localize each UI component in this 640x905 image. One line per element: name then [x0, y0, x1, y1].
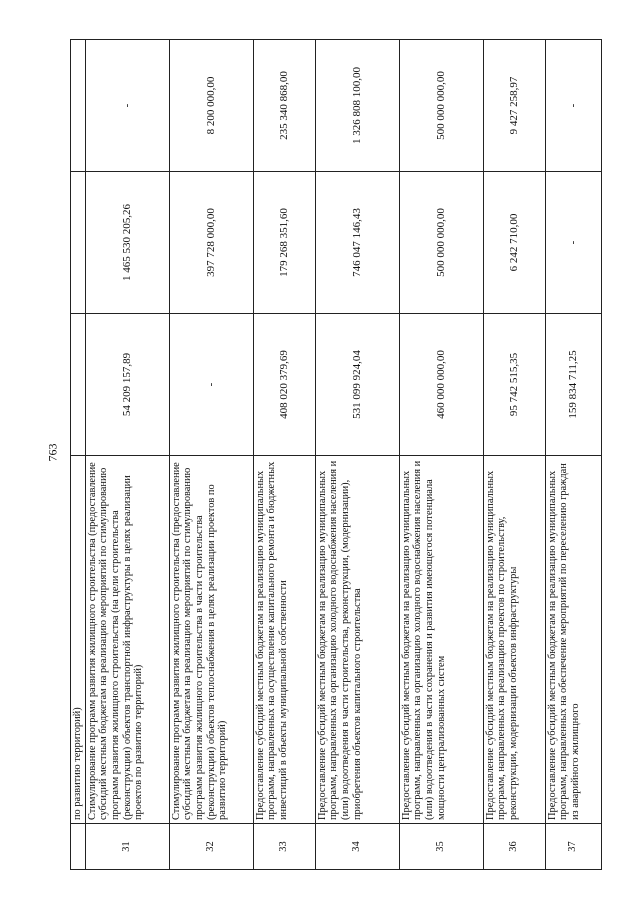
row-value-3: 8 200 000,00 — [169, 40, 253, 172]
table-row — [483, 40, 545, 870]
row-description: Предоставление субсидий местным бюджетам на реализацию муниципальных программ, направленных на организацию холодного водоснабжения населения и (или) водоотведения в части сохранения и развития имеющегося потенциала мощности централизованных систем — [399, 456, 483, 824]
row-value-1: 159 834 711,25 — [545, 314, 601, 456]
row-value-3: 9 427 258,97 — [483, 40, 545, 172]
row-value-1: 54 209 157,89 — [85, 314, 169, 456]
row-value-3: - — [85, 40, 169, 172]
row-number — [71, 824, 86, 870]
row-description: по развитию территорий) — [71, 456, 86, 824]
row-number: 34 — [315, 824, 399, 870]
row-value-3: - — [545, 40, 601, 172]
row-value-2: 746 047 146,43 — [315, 172, 399, 314]
row-value-3: 500 000 000,00 — [399, 40, 483, 172]
table-row — [71, 40, 86, 870]
row-description: Стимулирование программ развития жилищного строительства (предоставление субсидий местным бюджетам на реализацию мероприятий по стимулированию программ развития жилищного строительства в части строительства (реконструкции) объектов теплоснабжения в целях реализации проектов по развитию территорий) — [169, 456, 253, 824]
row-value-3: 235 340 868,00 — [253, 40, 315, 172]
row-number: 37 — [545, 824, 601, 870]
table-row — [85, 40, 169, 870]
row-value-1: 460 000 000,00 — [399, 314, 483, 456]
page-number: 763 — [45, 443, 60, 462]
row-description: Стимулирование программ развития жилищного строительства (предоставление субсидий местным бюджетам на реализацию мероприятий по стимулированию программ развития жилищного строительства (на цели строительства (реконструкции) объектов транспортной инфраструктуры в целях реализации проектов по развитию территорий) — [85, 456, 169, 824]
row-number: 35 — [399, 824, 483, 870]
table-row — [253, 40, 315, 870]
row-value-1: 531 099 924,04 — [315, 314, 399, 456]
rotated-table-container — [70, 40, 600, 870]
row-number: 36 — [483, 824, 545, 870]
row-description: Предоставление субсидий местным бюджетам на реализацию муниципальных программ, направленных на организацию холодного водоснабжения населения и (или) водоотведения в части строительства, реконструкции, (модернизации), приобретения объектов капитального строительства — [315, 456, 399, 824]
row-value-3 — [71, 40, 86, 172]
row-description: Предоставление субсидий местным бюджетам на реализацию муниципальных программ, направленных на осуществление капитального ремонта и бюджетных инвестиций в объекты муниципальной собственности — [253, 456, 315, 824]
row-value-2: 6 242 710,00 — [483, 172, 545, 314]
table-row — [315, 40, 399, 870]
row-description: Предоставление субсидий местным бюджетам на реализацию муниципальных программ, направленных на реализацию проектов по строительству, реконструкции, модернизации объектов инфраструктуры — [483, 456, 545, 824]
row-value-1: 408 020 379,69 — [253, 314, 315, 456]
row-value-2: 1 465 530 205,26 — [85, 172, 169, 314]
row-number: 32 — [169, 824, 253, 870]
row-value-1: - — [169, 314, 253, 456]
row-number: 31 — [85, 824, 169, 870]
table-row — [169, 40, 253, 870]
row-value-2: 500 000 000,00 — [399, 172, 483, 314]
row-value-3: 1 326 808 100,00 — [315, 40, 399, 172]
row-value-1 — [71, 314, 86, 456]
row-value-2: 397 728 000,00 — [169, 172, 253, 314]
table-row — [545, 40, 601, 870]
row-value-1: 95 742 515,35 — [483, 314, 545, 456]
row-value-2: - — [545, 172, 601, 314]
row-value-2: 179 268 351,60 — [253, 172, 315, 314]
row-value-2 — [71, 172, 86, 314]
row-description: Предоставление субсидий местным бюджетам на реализацию муниципальных программ, направленных на обеспечение мероприятий по переселению граждан из аварийного жилищного — [545, 456, 601, 824]
table-row — [399, 40, 483, 870]
row-number: 33 — [253, 824, 315, 870]
budget-table — [70, 39, 602, 870]
